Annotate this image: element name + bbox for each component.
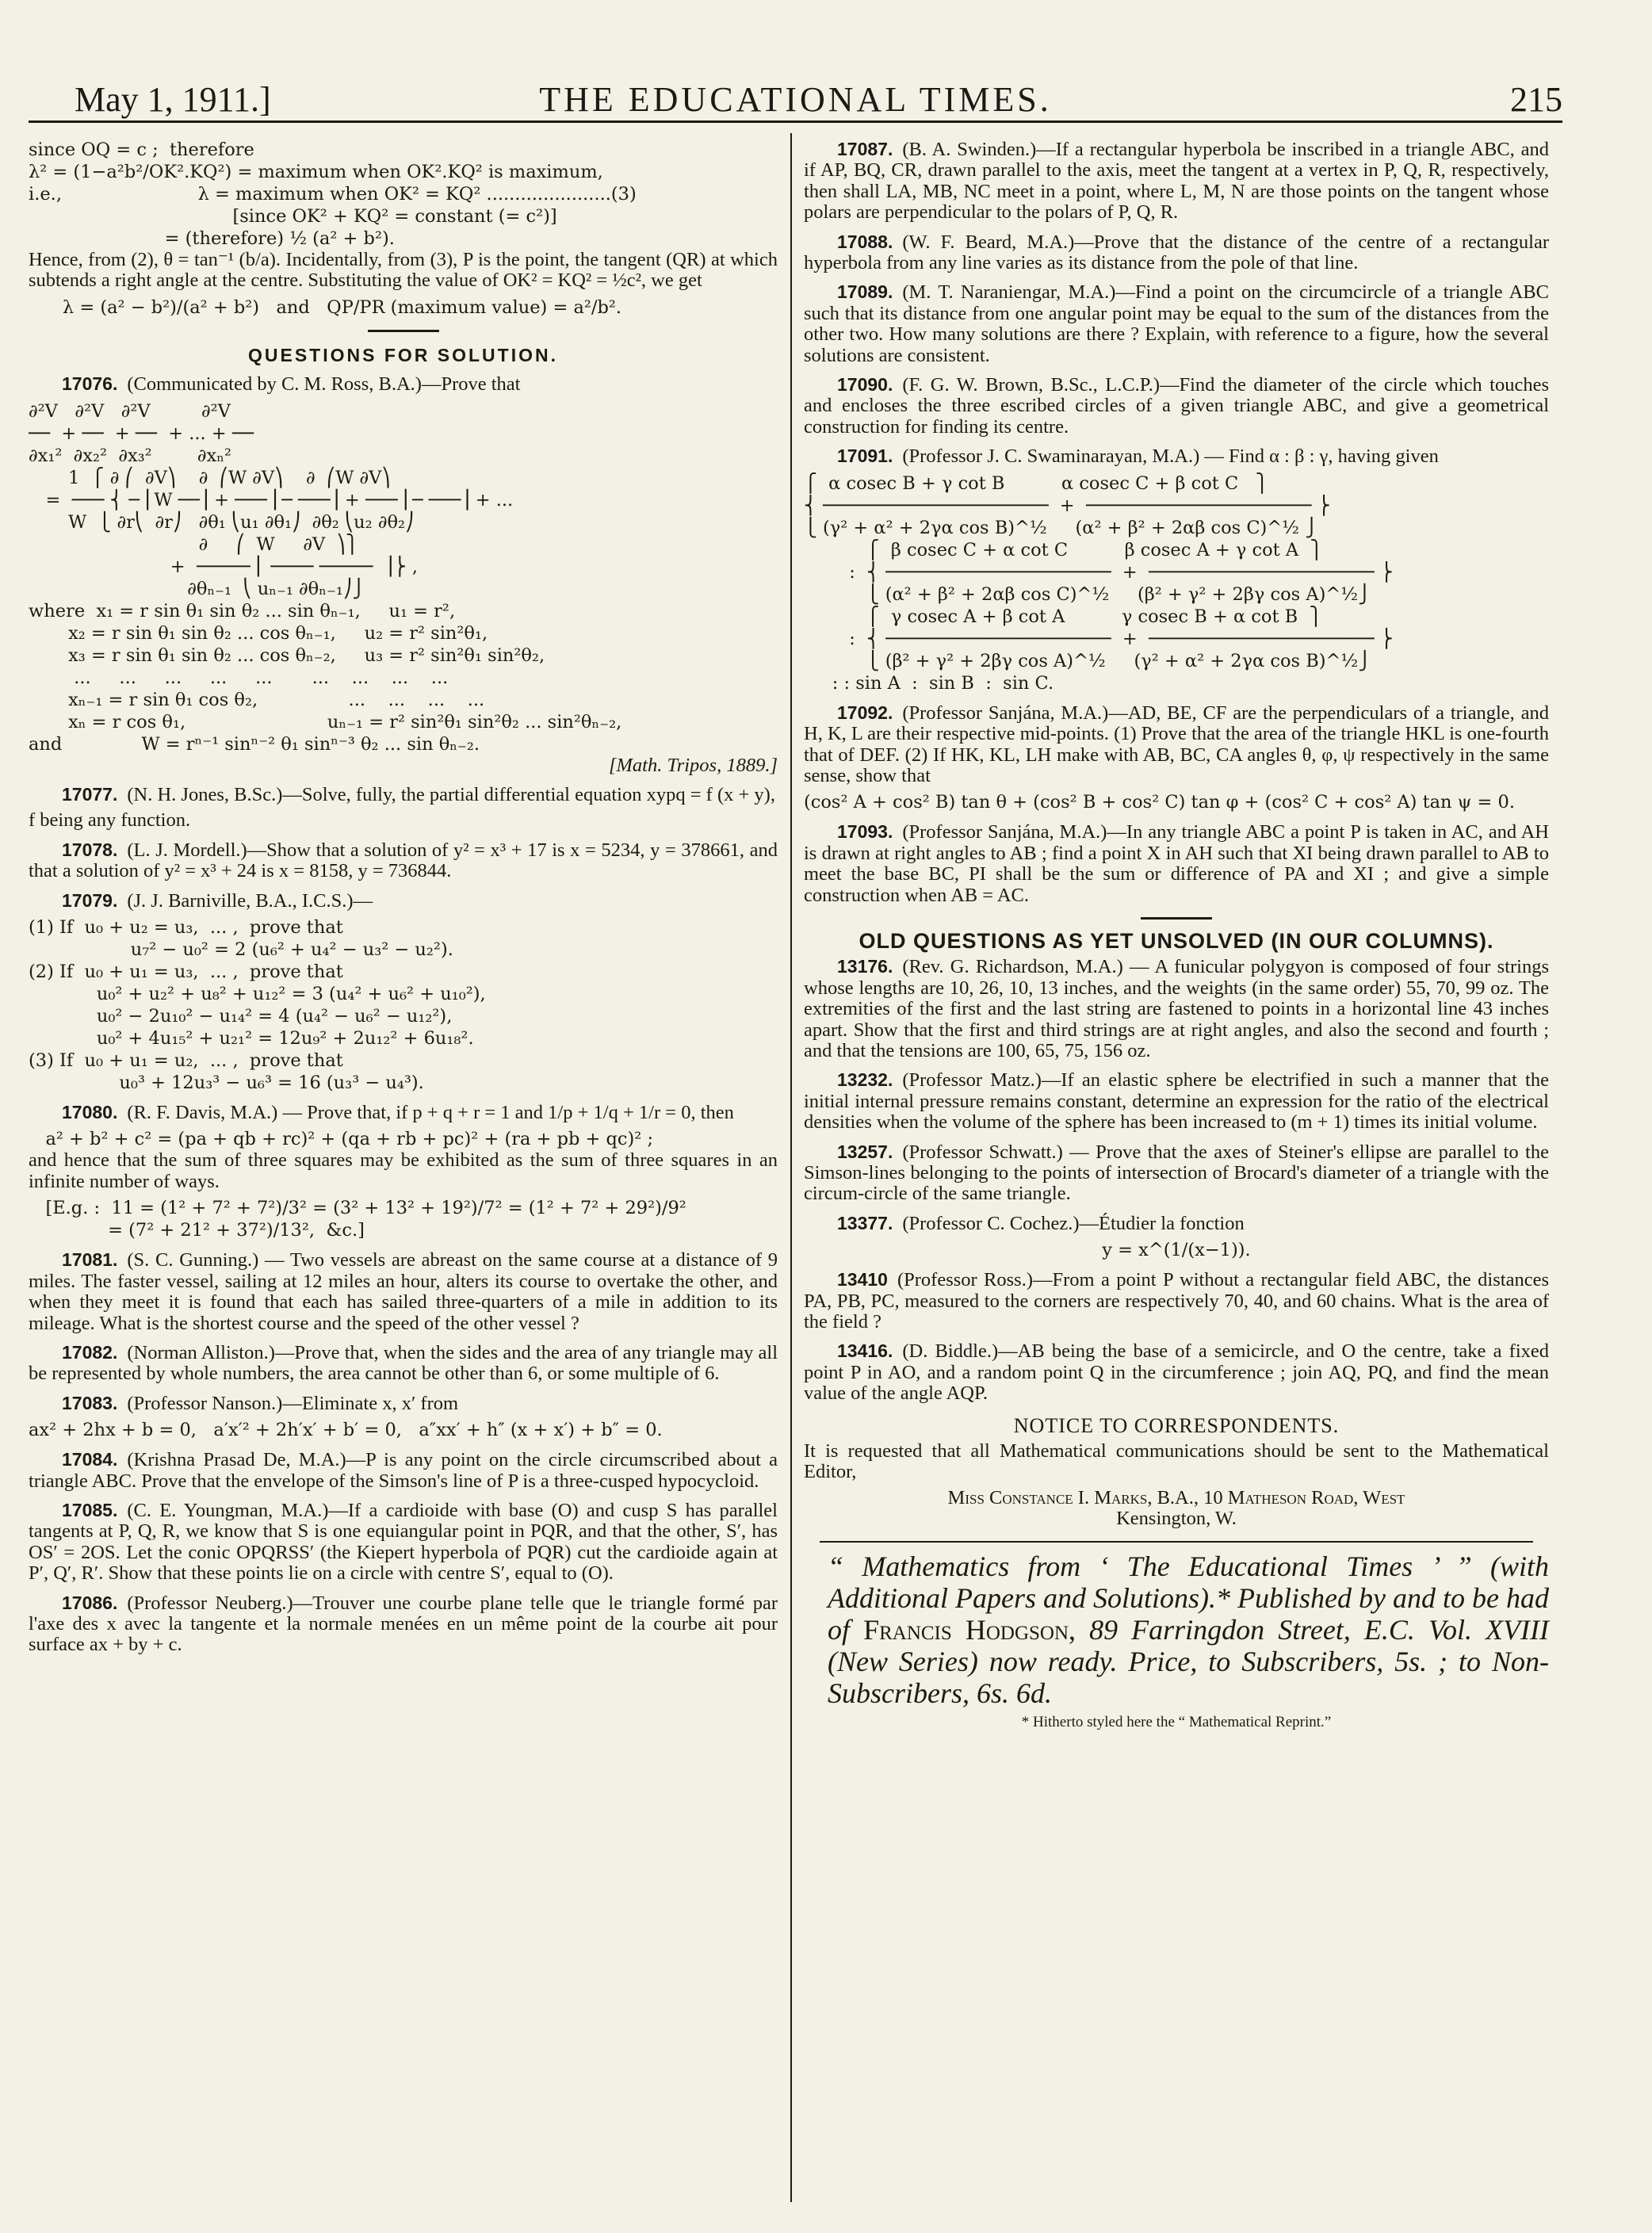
question-13232: [804, 1069, 1549, 1133]
equation-line: ⎧ α cosec B + γ cot B α cosec C + β cot C ⎫: [804, 472, 1269, 494]
question-number: 17082.: [62, 1341, 118, 1363]
question-17079: [29, 890, 778, 1094]
question-17092: [804, 702, 1549, 814]
question-text: (Professor Matz.)—If an elastic sphere be electrified in such a manner that the initial internal pressure remains constant, determine an expression for the ratio of the electrical densities when the volume of the sphere has been increased to (m + 1) times its initial volume.: [804, 1069, 1549, 1134]
equation-line: ⎩ (α² + β² + 2αβ cos C)^½ (β² + γ² + 2βγ cos A)^½⎭: [804, 583, 1371, 605]
publisher-name: Francis Hodgson,: [863, 1613, 1076, 1646]
previous-solution-continuation: [29, 139, 778, 319]
question-number: 17079.: [62, 889, 118, 911]
hence-paragraph: Hence, from (2), θ = tan⁻¹ (b/a). Incidentally, from (3), P is the point, the tangent (QR) at which subtends a right angle at the centre. Substituting the value of OK² = KQ² = ½c², we get: [29, 249, 778, 292]
question-17077: [29, 784, 778, 832]
section-rule: [368, 330, 439, 332]
question-number: 17076.: [62, 373, 118, 395]
question-text: (Rev. G. Richardson, M.A.) — A funicular polygyon is composed of four strings whose lengths are 10, 26, 10, 13 inches, and the weights (in the same order) 55, 70, 99 oz. The extremities of the first and the last string are fastened to points in a horizontal line 43 inches apart. Show that the first and third strings are at right angles, and also the second and fourth ; and that the tensions are 100, 65, 75, 156 oz.: [804, 956, 1549, 1061]
equation-line: ⎩ (γ² + α² + 2γα cos B)^½ (α² + β² + 2αβ cos C)^½ ⎭: [804, 517, 1319, 538]
equation-line: xₙ = r cos θ₁, uₙ₋₁ = r² sin²θ₁ sin²θ₂ ... sin²θₙ₋₂,: [29, 711, 622, 732]
equation-line: ⎧ γ cosec A + β cot A γ cosec B + α cot B ⎫: [804, 606, 1323, 627]
question-17082: [29, 1342, 778, 1385]
column-divider: [790, 133, 792, 2202]
question-number: 17088.: [837, 231, 893, 252]
question-text: (Krishna Prasad De, M.A.)—P is any point on the circle circumscribed about a triangle ABC. Prove that the envelope of the Simson's line of P is a three-cusped hypocycloid.: [29, 1449, 778, 1492]
notice-address: Miss Constance I. Marks, B.A., 10 Matheson Road, West: [947, 1486, 1405, 1508]
equation-line: u₀² − 2u₁₀² − u₁₄² = 4 (u₄² − u₆² − u₁₂²),: [29, 1006, 453, 1027]
equation-line: u₀³ + 12u₃³ − u₆³ = 16 (u₃³ − u₄³).: [29, 1073, 424, 1094]
question-number: 17078.: [62, 839, 118, 860]
equation-line: u₇² − u₀² = 2 (u₆² + u₄² − u₃² − u₂²).: [29, 939, 453, 961]
equation-line: ∂x₁² ∂x₂² ∂x₃² ∂xₙ²: [29, 445, 231, 466]
question-number: 17085.: [62, 1499, 118, 1520]
continuation-line: = (therefore) ½ (a² + b²).: [29, 228, 395, 249]
left-column: [29, 139, 778, 1664]
question-13176: [804, 956, 1549, 1061]
question-text: (L. J. Mordell.)—Show that a solution of y² = x³ + 17 is x = 5234, y = 378661, and that a solution of y² = x³ + 24 is x = 8158, y = 736844.: [29, 839, 778, 882]
header-rule: [29, 120, 1562, 123]
question-13257: [804, 1141, 1549, 1205]
equation-line: : ⎨ ───────────────────── + ───────────────────── ⎬: [804, 628, 1394, 649]
continuation-line: λ² = (1−a²b²/OK².KQ²) = maximum when OK².KQ² is maximum,: [29, 162, 603, 182]
ad-rule: [820, 1541, 1533, 1543]
question-number: 17090.: [837, 374, 893, 396]
question-number: 17089.: [837, 281, 893, 303]
question-text: (Professor J. C. Swaminarayan, M.A.) — Find α : β : γ, having given: [902, 445, 1439, 468]
question-17083: [29, 1393, 778, 1441]
notice-text: It is requested that all Mathematical communications should be sent to the Mathematical Editor,: [804, 1440, 1549, 1483]
section-heading: OLD QUESTIONS AS YET UNSOLVED (IN OUR COLUMNS).: [859, 928, 1494, 953]
equation-line: u₀² + u₂² + u₈² + u₁₂² = 3 (u₄² + u₆² + u₁₀²),: [29, 984, 486, 1005]
section-heading: QUESTIONS FOR SOLUTION.: [247, 344, 558, 365]
question-17085: [29, 1500, 778, 1585]
ad-footnote: * Hitherto styled here the “ Mathematical Reprint.”: [1021, 1713, 1332, 1730]
equation-line: (1) If u₀ + u₂ = u₃, ... , prove that: [29, 917, 343, 939]
question-number: 17077.: [62, 784, 118, 805]
question-number: 17086.: [62, 1592, 118, 1613]
question-number: 13232.: [837, 1069, 893, 1091]
equation-line: ... ... ... ... ... ... ... ... ...: [29, 667, 449, 688]
equation-line: ∂ ⎛ W ∂V ⎞⎫: [29, 533, 359, 555]
question-text: (Professor Nanson.)—Eliminate x, x′ from: [127, 1392, 459, 1414]
question-number: 17084.: [62, 1449, 118, 1470]
notice-heading: NOTICE TO CORRESPONDENTS.: [1013, 1413, 1340, 1437]
question-text: (S. C. Gunning.) — Two vessels are abreast on the same course at a distance of 9 miles. The faster vessel, sailing at 12 miles an hour, alters its course to overtake the other, and when they meet it is found that each has sailed three-quarters of a mile in addition to its mileage. What is the shortest course and the speed of the other vessel ?: [29, 1249, 778, 1334]
equation-line: W ⎩ ∂r⎝ ∂r⎠ ∂θ₁ ⎝u₁ ∂θ₁⎠ ∂θ₂ ⎝u₂ ∂θ₂⎠: [29, 511, 415, 533]
question-text: (Communicated by C. M. Ross, B.A.)—Prove that: [127, 373, 521, 396]
equation-line: u₀² + 4u₁₅² + u₂₁² = 12u₉² + 2u₁₂² + 6u₁₈².: [29, 1028, 474, 1050]
question-text: (R. F. Davis, M.A.) — Prove that, if p + q + r = 1 and 1/p + 1/q + 1/r = 0, then: [127, 1102, 734, 1124]
equation-line: ax² + 2hx + b = 0, a′x′² + 2h′x′ + b′ = 0, a″xx′ + h″ (x + x′) + b″ = 0.: [29, 1420, 663, 1441]
equation-line: 1 ⎧ ∂ ⎛ ∂V⎞ ∂ ⎛W ∂V⎞ ∂ ⎛W ∂V⎞: [29, 467, 391, 488]
question-number: 13176.: [837, 956, 893, 977]
question-number: 17091.: [837, 445, 893, 467]
question-text-tail: and hence that the sum of three squares may be exhibited as the sum of three squares in an infinite number of ways.: [29, 1149, 778, 1192]
question-17081: [29, 1249, 778, 1334]
question-text: (Professor Neuberg.)—Trouver une courbe plane telle que le triangle formé par l'axe des x avec la tangente et la normale menées en un même point de la courbe ait pour surface ax + by + c.: [29, 1592, 778, 1656]
equation-line: x₂ = r sin θ₁ sin θ₂ ... cos θₙ₋₁, u₂ = r² sin²θ₁,: [29, 622, 488, 644]
equation-line: x₃ = r sin θ₁ sin θ₂ ... cos θₙ₋₂, u₃ = r² sin²θ₁ sin²θ₂,: [29, 644, 545, 666]
question-text-tail: f being any function.: [29, 809, 191, 832]
question-17091: [804, 445, 1549, 694]
question-number: 17083.: [62, 1392, 118, 1413]
question-number: 17087.: [837, 139, 893, 159]
question-17087: [804, 139, 1549, 224]
question-text: (Professor C. Cochez.)—Étudier la fonction: [902, 1212, 1245, 1234]
ad-text: “ Mathematics from ‘ The Educational Times ’ ” (with Additional Papers and Solutions).* Published by and to be had of: [828, 1550, 1549, 1646]
question-13416: [804, 1340, 1549, 1404]
example-line: = (7² + 21² + 37²)/13², &c.]: [29, 1220, 365, 1241]
question-17084: [29, 1449, 778, 1492]
question-number: 17081.: [62, 1249, 118, 1271]
page-number: 215: [1510, 80, 1562, 119]
question-text: (J. J. Barniville, B.A., I.C.S.)—: [127, 889, 373, 912]
equation-line: a² + b² + c² = (pa + qb + rc)² + (qa + rb + pc)² + (ra + pb + qc)² ;: [29, 1129, 654, 1150]
equation-line: ⎧ β cosec C + α cot C β cosec A + γ cot A ⎫: [804, 539, 1324, 560]
example-line: [E.g. : 11 = (1² + 7² + 7²)/3² = (3² + 13² + 19²)/7² = (1² + 7² + 29²)/9²: [29, 1198, 686, 1219]
equation-line: : ⎨ ───────────────────── + ───────────────────── ⎬: [804, 561, 1394, 583]
issue-date: May 1, 1911.]: [75, 80, 271, 119]
page-header: [29, 79, 1562, 125]
question-text: (Professor Ross.)—From a point P without a rectangular field ABC, the distances PA, PB, PC, measured to the corners are respectively 70, 40, and 60 chains. What is the area of the field ?: [804, 1269, 1549, 1333]
question-text: (Professor Schwatt.) — Prove that the axes of Steiner's ellipse are parallel to the Simson-lines belonging to the points of intersection of Brocard's diameter of a triangle with the circum-circle of the same triangle.: [804, 1141, 1549, 1205]
question-number: 17092.: [837, 702, 893, 723]
question-text: (F. G. W. Brown, B.Sc., L.C.P.)—Find the diameter of the circle which touches and encloses the three escribed circles of a given triangle ABC, and give a geometrical construction for finding its centre.: [804, 374, 1549, 438]
question-13410: [804, 1269, 1549, 1333]
journal-title: THE EDUCATIONAL TIMES.: [539, 80, 1052, 119]
continuation-line: i.e., λ = maximum when OK² = KQ² ......................(3): [29, 184, 637, 205]
equation-line: = ─── ⎨ ─ ⎜W ──⎟ + ─── ⎜─ ───⎟ + ─── ⎜─ ───⎟ + ...: [29, 489, 514, 510]
equation-line: : : sin A : sin B : sin C.: [804, 672, 1054, 694]
question-17080: [29, 1102, 778, 1241]
question-text: (D. Biddle.)—AB being the base of a semicircle, and O the centre, take a fixed point P in AO, and a random point Q in the circumference ; join AQ, PQ, and find the mean value of the angle AQP.: [804, 1340, 1549, 1405]
question-17078: [29, 839, 778, 882]
question-17090: [804, 374, 1549, 438]
ad-text-continued: 89 Farringdon Street, E.C. Vol. XVIII (New Series) now ready. Price, to Subscribers, 5s. ; to Non-Subscribers, 6s. 6d.: [828, 1613, 1549, 1709]
section-rule: [1141, 917, 1212, 920]
question-text: (W. F. Beard, M.A.)—Prove that the distance of the centre of a rectangular hyperbola from any line varies as its distance from the pole of that line.: [804, 231, 1549, 274]
equation-line: ∂θₙ₋₁ ⎝ uₙ₋₁ ∂θₙ₋₁⎠⎭: [29, 578, 365, 599]
question-17089: [804, 281, 1549, 366]
source-reference: [Math. Tripos, 1889.]: [608, 754, 778, 776]
equation-line: ∂²V ∂²V ∂²V ∂²V: [29, 400, 231, 422]
equation-line: y = x^(1/(x−1)).: [1102, 1240, 1251, 1261]
equation-line: (2) If u₀ + u₁ = u₃, ... , prove that: [29, 962, 343, 983]
equation-line: where x₁ = r sin θ₁ sin θ₂ ... sin θₙ₋₁, u₁ = r²,: [29, 600, 456, 621]
equation-line: ⎩ (β² + γ² + 2βγ cos A)^½ (γ² + α² + 2γα cos B)^½⎭: [804, 650, 1372, 671]
continuation-line: since OQ = c ; therefore: [29, 140, 254, 160]
question-number: 17093.: [837, 821, 893, 843]
question-13377: [804, 1213, 1549, 1261]
equation-line: ── + ── + ── + ... + ──: [29, 423, 254, 444]
question-number: 13377.: [837, 1212, 893, 1233]
question-text: (B. A. Swinden.)—If a rectangular hyperbola be inscribed in a triangle ABC, and if AP, BQ, CR, drawn parallel to the axis, meet the tangent at a vertex in P, Q, R, respectively, then shall LA, MB, NC meet in a point, where L, M, N are those points on the tangent whose polars are perpendicular to the polars of P, Q, R.: [804, 139, 1549, 224]
question-text: (C. E. Youngman, M.A.)—If a cardioide with base (O) and cusp S has parallel tangents at P, Q, R, we know that S is one equiangular point in PQR, and that the other, S′, has OS′ = 2OS. Let the conic OPQRSS′ (the Kiepert hyperbola of PQR) cut the cardioide again at P′, Q′, R′. Show that these points lie on a circle with centre S′, equal to (O).: [29, 1499, 778, 1585]
question-number: 13257.: [837, 1141, 893, 1162]
question-17088: [804, 231, 1549, 274]
equation-line: ⎨ ───────────────────── + ───────────────────── ⎬: [804, 495, 1331, 516]
question-17076: [29, 373, 778, 776]
question-text: (Professor Sanjána, M.A.)—AD, BE, CF are the perpendiculars of a triangle, and H, K, L are their respective mid-points. (1) Prove that the area of the triangle HKL is one-fourth that of DEF. (2) If HK, KL, LH make with AB, BC, CA angles θ, φ, ψ respectively in the same sense, show that: [804, 702, 1549, 786]
question-number: 13410: [837, 1269, 888, 1290]
question-17086: [29, 1593, 778, 1656]
question-17093: [804, 821, 1549, 906]
question-text: (Norman Alliston.)—Prove that, when the sides and the area of any triangle may all be represented by whole numbers, the area cannot be other than 6, or some multiple of 6.: [29, 1341, 778, 1385]
notice-to-correspondents: [804, 1413, 1549, 1530]
equation-line: xₙ₋₁ = r sin θ₁ cos θ₂, ... ... ... ...: [29, 689, 485, 710]
question-text: (M. T. Naraniengar, M.A.)—Find a point on the circumcircle of a triangle ABC such that its distance from one angular point may be equal to the sum of the distances from the other two. How many solutions are there ? Explain, with reference to a figure, how the several solutions are consistent.: [804, 281, 1549, 366]
equation-line: (cos² A + cos² B) tan θ + (cos² B + cos² C) tan φ + (cos² C + cos² A) tan ψ = 0.: [804, 792, 1515, 813]
equation-line: + ───── ⎜ ──── ───── ⎟⎬ ,: [29, 556, 419, 577]
question-text: (N. H. Jones, B.Sc.)—Solve, fully, the partial differential equation xypq = f (x + y),: [127, 784, 775, 806]
notice-address-line-2: Kensington, W.: [1116, 1508, 1237, 1530]
continuation-line: [since OK² + KQ² = constant (= c²)]: [29, 206, 557, 227]
equation-line: and W = rⁿ⁻¹ sinⁿ⁻² θ₁ sinⁿ⁻³ θ₂ ... sin θₙ₋₂.: [29, 733, 480, 755]
question-number: 17080.: [62, 1102, 118, 1123]
result-equation: λ = (a² − b²)/(a² + b²) and QP/PR (maximum value) = a²/b².: [29, 296, 622, 318]
question-text: (Professor Sanjána, M.A.)—In any triangle ABC a point P is taken in AC, and AH is drawn at right angles to AB ; find a point X in AH such that XI being drawn parallel to AB to meet the base BC, PI shall be the sum or difference of PA and XI ; and give a simple construction when AB = AC.: [804, 821, 1549, 906]
right-column: [804, 139, 1549, 1733]
reprint-advertisement: [804, 1550, 1549, 1709]
equation-line: (3) If u₀ + u₁ = u₂, ... , prove that: [29, 1050, 343, 1072]
question-number: 13416.: [837, 1340, 893, 1362]
